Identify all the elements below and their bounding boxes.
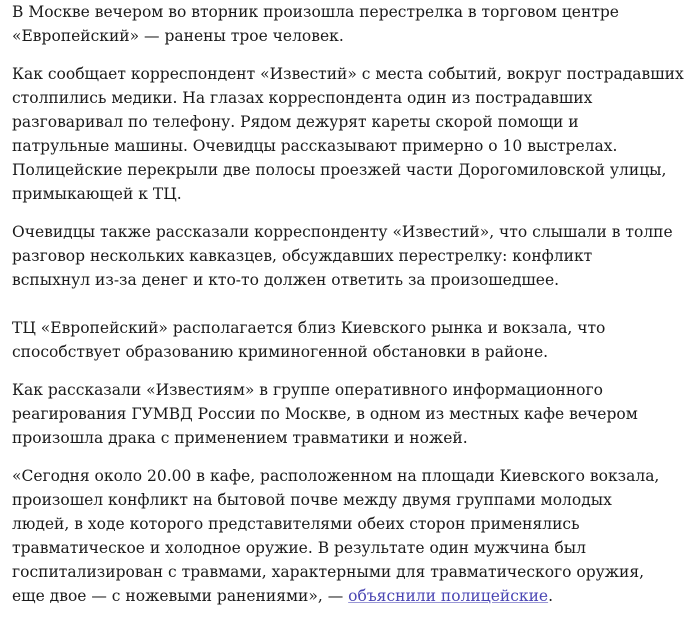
paragraph-line: госпитализирован с травмами, характерными для травматического оружия,: [12, 563, 645, 581]
article-body: [12, 0, 692, 622]
paragraph-3: [12, 220, 692, 292]
paragraph-line: травматическое и холодное оружие. В результате один мужчина был: [12, 539, 586, 557]
paragraph-5: [12, 378, 692, 450]
paragraph-line: произошел конфликт на бытовой почве между двумя группами молодых: [12, 491, 612, 509]
closing-period: .: [548, 587, 554, 605]
paragraph-4: [12, 316, 692, 364]
paragraph-line: разговаривал по телефону. Рядом дежурят кареты скорой помощи и: [12, 113, 579, 131]
paragraph-line: примыкающей к ТЦ.: [12, 185, 182, 203]
paragraph-line: способствует образованию криминогенной обстановки в районе.: [12, 343, 549, 361]
quote-ending-text: еще двое — с ножевыми ранениями», —: [12, 587, 349, 605]
paragraph-6-quote: [12, 464, 692, 608]
paragraph-line: Полицейские перекрыли две полосы проезжей части Дорогомиловской улицы,: [12, 161, 667, 179]
paragraph-line: столпились медики. На глазах корреспондента один из пострадавших: [12, 89, 593, 107]
paragraph-line: вспыхнул из-за денег и кто-то должен ответить за произошедшее.: [12, 271, 560, 289]
paragraph-line: реагирования ГУМВД России по Москве, в одном из местных кафе вечером: [12, 405, 638, 423]
paragraph-line: Как сообщает корреспондент «Известий» с места событий, вокруг пострадавших: [12, 65, 684, 83]
paragraph-line: Как рассказали «Известиям» в группе оперативного информационного: [12, 381, 603, 399]
paragraph-1: [12, 0, 692, 48]
paragraph-line: «Европейский» — ранены трое человек.: [12, 27, 344, 45]
paragraph-line: В Москве вечером во вторник произошла перестрелка в торговом центре: [12, 3, 619, 21]
paragraph-line: разговор нескольких кавказцев, обсуждавших перестрелку: конфликт: [12, 247, 593, 265]
paragraph-line: Очевидцы также рассказали корреспонденту «Известий», что слышали в толпе: [12, 223, 673, 241]
paragraph-2: [12, 62, 692, 206]
paragraph-line: «Сегодня около 20.00 в кафе, расположенном на площади Киевского вокзала,: [12, 467, 660, 485]
paragraph-line: ТЦ «Европейский» располагается близ Киевского рынка и вокзала, что: [12, 319, 606, 337]
paragraph-line: людей, в ходе которого представителями обеих сторон применялись: [12, 515, 580, 533]
paragraph-line: патрульные машины. Очевидцы рассказывают примерно о 10 выстрелах.: [12, 137, 618, 155]
paragraph-last-line: [12, 584, 692, 608]
source-link[interactable]: объяснили полицейские: [348, 587, 549, 605]
paragraph-line: произошла драка с применением травматики и ножей.: [12, 429, 468, 447]
